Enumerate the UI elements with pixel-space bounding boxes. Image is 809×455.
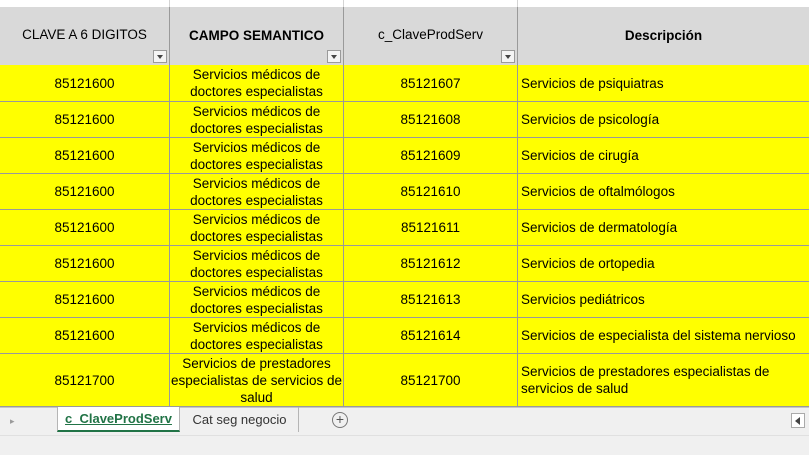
- table-row: [0, 138, 809, 174]
- table-row: [0, 174, 809, 210]
- cell-clave-prod-serv[interactable]: [344, 102, 518, 137]
- table-row: [0, 246, 809, 282]
- header-label: CAMPO SEMANTICO: [189, 28, 324, 43]
- cell-clave-6-digitos[interactable]: [0, 318, 170, 353]
- cell-campo-semantico[interactable]: [170, 138, 344, 173]
- table-row: [0, 354, 809, 407]
- cell-campo-semantico[interactable]: [170, 65, 344, 101]
- cell-clave-prod-serv[interactable]: [344, 210, 518, 245]
- partial-top-row: [0, 0, 809, 7]
- cell-clave-6-digitos[interactable]: [0, 65, 170, 101]
- cell-campo-semantico-text: Servicios médicos de doctores especialistas: [190, 175, 323, 208]
- cell-descripcion-text: Servicios pediátricos: [521, 292, 645, 307]
- cell-campo-semantico-text: Servicios médicos de doctores especialistas: [190, 211, 323, 244]
- cell-clave-6-digitos[interactable]: [0, 102, 170, 137]
- cell-clave-6-digitos[interactable]: [0, 210, 170, 245]
- cell-clave-6-digitos-text: 85121600: [54, 328, 115, 343]
- cell-campo-semantico-text: Servicios médicos de doctores especialistas: [190, 67, 323, 99]
- cell-clave-prod-serv-text: 85121610: [400, 184, 461, 199]
- header-cell-campo[interactable]: [170, 7, 344, 65]
- cell-campo-semantico[interactable]: [170, 102, 344, 137]
- cell-clave-prod-serv[interactable]: [344, 65, 518, 101]
- cell-descripcion[interactable]: [518, 210, 809, 245]
- cell-descripcion[interactable]: [518, 174, 809, 209]
- cell-clave-prod-serv-text: 85121609: [400, 148, 461, 163]
- add-sheet-icon[interactable]: +: [332, 412, 348, 428]
- cell-campo-semantico-text: Servicios médicos de doctores especialistas: [190, 103, 323, 136]
- cell-clave-prod-serv-text: 85121613: [400, 292, 461, 307]
- cell-descripcion[interactable]: [518, 246, 809, 281]
- cell-campo-semantico[interactable]: [170, 246, 344, 281]
- cell-campo-semantico[interactable]: [170, 354, 344, 406]
- cell-clave-prod-serv[interactable]: [344, 174, 518, 209]
- cell-clave-prod-serv-text: 85121608: [400, 112, 461, 127]
- cell-descripcion-text: Servicios de cirugía: [521, 148, 639, 163]
- cell-clave-6-digitos-text: 85121600: [54, 256, 115, 271]
- cell-clave-6-digitos-text: 85121600: [54, 75, 115, 91]
- header-cell-clave[interactable]: [344, 7, 518, 65]
- filter-dropdown-icon[interactable]: [327, 50, 341, 63]
- cell-descripcion-text: Servicios de prestadores especialistas de servicios de salud: [521, 364, 770, 396]
- cell-clave-prod-serv-text: 85121614: [400, 328, 461, 343]
- cell-campo-semantico[interactable]: [170, 174, 344, 209]
- cell-clave-6-digitos-text: 85121600: [54, 220, 115, 235]
- cell-campo-semantico-text: Servicios médicos de doctores especialistas: [190, 319, 323, 352]
- cell-clave-prod-serv[interactable]: [344, 282, 518, 317]
- cell-campo-semantico[interactable]: [170, 282, 344, 317]
- cell-campo-semantico-text: Servicios de prestadores especialistas de servicios de salud: [170, 355, 343, 405]
- table-row: [0, 282, 809, 318]
- cell-campo-semantico[interactable]: [170, 318, 344, 353]
- cell-campo-semantico[interactable]: [170, 210, 344, 245]
- cell-descripcion[interactable]: [518, 102, 809, 137]
- cell-descripcion-text: Servicios de ortopedia: [521, 256, 655, 271]
- cell-clave-prod-serv-text: 85121607: [400, 75, 461, 91]
- cell-descripcion[interactable]: [518, 354, 809, 406]
- cell-clave-prod-serv-text: 85121612: [400, 256, 461, 271]
- status-bar: [0, 435, 809, 455]
- cell-descripcion[interactable]: [518, 65, 809, 101]
- cell-descripcion-text: Servicios de oftalmólogos: [521, 184, 675, 199]
- table-row: [0, 102, 809, 138]
- cell-descripcion-text: Servicios de psicología: [521, 112, 660, 127]
- cell-descripcion-text: Servicios de psiquiatras: [521, 75, 664, 91]
- cell-clave-6-digitos-text: 85121600: [54, 184, 115, 199]
- header-label: Descripción: [624, 28, 703, 43]
- cell-clave-6-digitos-text: 85121600: [54, 112, 115, 127]
- cell-clave-prod-serv[interactable]: [344, 246, 518, 281]
- cell-clave-6-digitos[interactable]: [0, 138, 170, 173]
- cell-clave-6-digitos-text: 85121700: [54, 372, 115, 388]
- cell-descripcion[interactable]: [518, 282, 809, 317]
- tab-cat-seg-negocio[interactable]: Cat seg negocio: [181, 407, 299, 432]
- header-cell-descripcion[interactable]: [518, 7, 809, 65]
- cell-descripcion[interactable]: [518, 138, 809, 173]
- cell-clave-prod-serv[interactable]: [344, 354, 518, 406]
- cell-clave-prod-serv-text: 85121611: [400, 220, 461, 235]
- cell-clave-6-digitos-text: 85121600: [54, 148, 115, 163]
- table-row: [0, 65, 809, 102]
- cell-clave-6-digitos[interactable]: [0, 354, 170, 406]
- header-label: c_ClaveProdServ: [377, 27, 484, 42]
- table-row: [0, 318, 809, 354]
- cell-campo-semantico-text: Servicios médicos de doctores especialistas: [190, 247, 323, 280]
- cell-clave-6-digitos-text: 85121600: [54, 292, 115, 307]
- cell-descripcion-text: Servicios de especialista del sistema nervioso: [521, 328, 796, 343]
- header-row: [0, 7, 809, 66]
- cell-clave-prod-serv[interactable]: [344, 318, 518, 353]
- table-row: [0, 210, 809, 246]
- scroll-tabs-left-icon[interactable]: ▸: [10, 416, 15, 426]
- tab-c-claveprodserv[interactable]: c_ClaveProdServ: [57, 407, 180, 432]
- filter-dropdown-icon[interactable]: [153, 50, 167, 63]
- filter-dropdown-icon[interactable]: [501, 50, 515, 63]
- cell-descripcion-text: Servicios de dermatología: [521, 220, 678, 235]
- cell-campo-semantico-text: Servicios médicos de doctores especialistas: [190, 283, 323, 316]
- cell-clave-6-digitos[interactable]: [0, 246, 170, 281]
- header-cell-clave6[interactable]: [0, 7, 170, 65]
- cell-clave-prod-serv-text: 85121700: [400, 372, 461, 388]
- cell-clave-prod-serv[interactable]: [344, 138, 518, 173]
- cell-campo-semantico-text: Servicios médicos de doctores especialistas: [190, 139, 323, 172]
- scroll-left-icon[interactable]: [791, 413, 805, 428]
- cell-clave-6-digitos[interactable]: [0, 282, 170, 317]
- header-label: CLAVE A 6 DIGITOS: [22, 27, 147, 42]
- cell-descripcion[interactable]: [518, 318, 809, 353]
- cell-clave-6-digitos[interactable]: [0, 174, 170, 209]
- sheet-tab-bar: [0, 407, 809, 435]
